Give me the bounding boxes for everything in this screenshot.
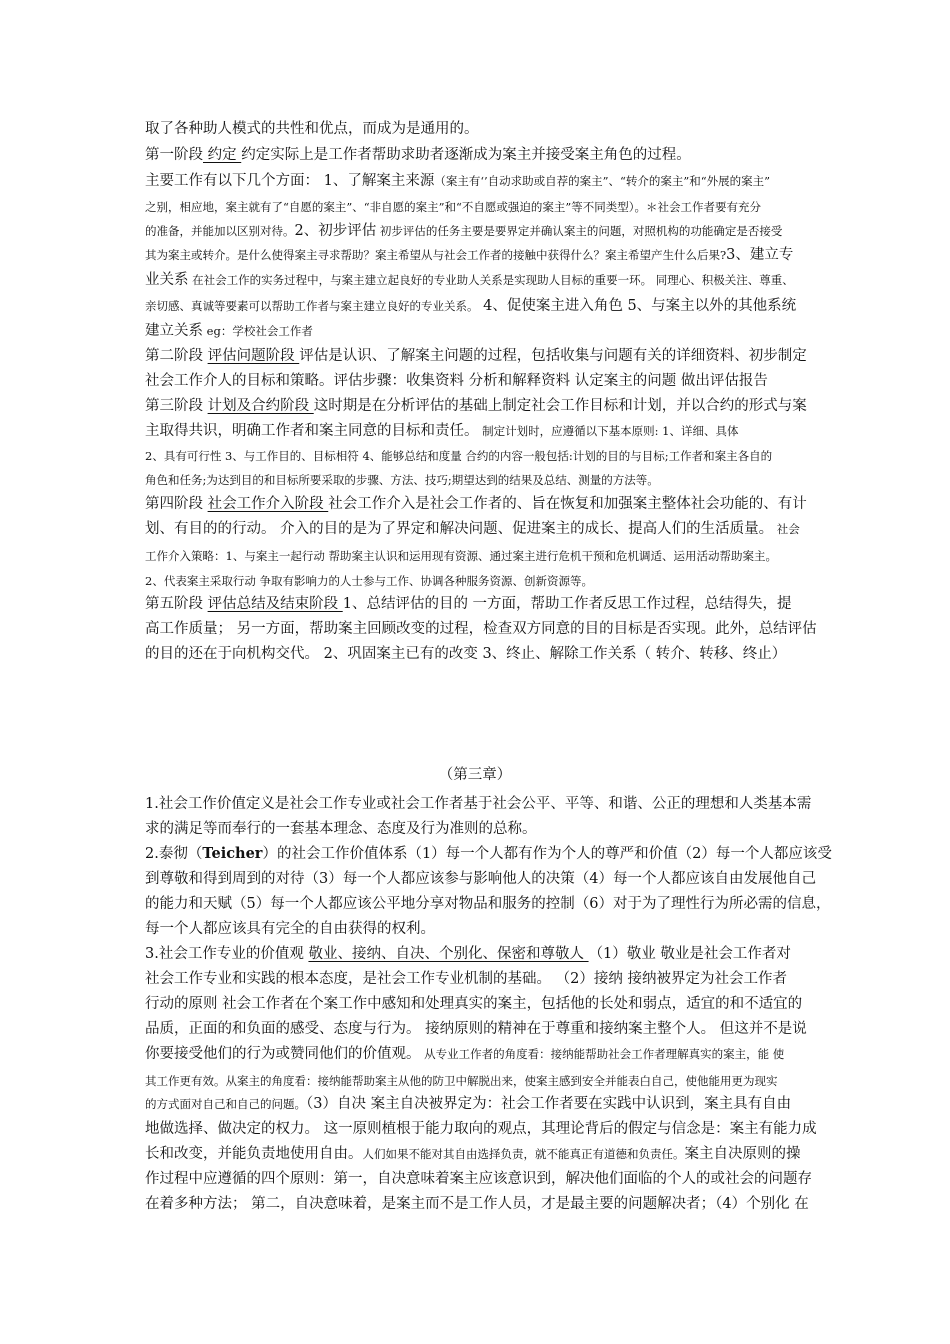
text-line: 主要工作有以下几个方面： 1、了解案主来源（案主有‘’自动求助或自荐的案主”、“转介的案主”和“外展的案主” (145, 173, 771, 189)
text-line: 工作介入策略：1、与案主一起行动 帮助案主认识和运用现有资源、通过案主进行危机干预和危机调适、运用活动帮助案主。 (145, 549, 777, 563)
text-line: 社会工作专业和实践的根本态度，是社会工作专业机制的基础。 （2）接纳 接纳被界定为社会工作者 (145, 971, 787, 987)
text-line: 主取得共识，明确工作者和案主同意的目标和责任。 制定计划时，应遵循以下基本原则: 1、详细、具体 (145, 423, 739, 439)
text-line: 行动的原则 社会工作者在个案工作中感知和处理真实的案主，包括他的长处和弱点，适宜的和不适宜的 (145, 996, 803, 1012)
text-line: 到尊敬和得到周到的对待（3）每一个人都应该参与影响他人的决策（4）每一个人都应该自由发展他自己 (145, 871, 816, 887)
text-line: 你要接受他们的行为或赞同他们的价值观。 从专业工作者的角度看：接纳能帮助社会工作者理解真实的案主，能 使 (145, 1046, 785, 1062)
text-line: 长和改变，并能负责地使用自由。人们如果不能对其自由选择负责，就不能真正有道德和负责任。案主自决原则的操 (145, 1146, 801, 1162)
stage-two-line: 第二阶段 评估问题阶段 评估是认识、了解案主问题的过程，包括收集与问题有关的详细资料、初步制定 (145, 348, 807, 364)
text-line: 建立关系 eg：学校社会工作者 (145, 323, 313, 339)
text-line: 作过程中应遵循的四个原则：第一，自决意味着案主应该意识到，解决他们面临的个人的或社会的问题存 (145, 1171, 812, 1187)
text-line: 亲切感、真诚等要素可以帮助工作者与案主建立良好的专业关系。 4、促使案主进入角色 5、与案主以外的其他系统 (145, 298, 797, 314)
chapter-title: （第三章） (438, 767, 512, 783)
text-line: 1.社会工作价值定义是社会工作专业或社会工作者基于社会公平、平等、和谐、公正的理想和人类基本需 (145, 796, 812, 812)
stage-one-label: 约定 (203, 147, 242, 163)
text-line: 品质，正面的和负面的感受、态度与行为。 接纳原则的精神在于尊重和接纳案主整个人。 但这并不是说 (145, 1021, 807, 1037)
stage-three-label: 计划及合约阶段 (207, 398, 314, 414)
values-list: 敬业、接纳、自决、个别化、保密和尊敬人 (308, 946, 589, 962)
stage-five-line: 第五阶段 评估总结及结束阶段 1、总结评估的目的 一方面，帮助工作者反思工作过程，总结得失，提 (145, 596, 792, 612)
stage-two-label: 评估问题阶段 (207, 348, 300, 364)
text-line: 的能力和天赋（5）每一个人都应该公平地分享对物品和服务的控制（6）对于为了理性行为所必需的信息， (145, 896, 831, 912)
stage-one-line: 第一阶段 约定 约定实际上是工作者帮助求助者逐渐成为案主并接受案主角色的过程。 (145, 147, 691, 163)
text-line: 取了各种助人模式的共性和优点，而成为是通用的。 (145, 121, 479, 137)
text-line: 的方式面对自己和自己的问题。（3）自决 案主自决被界定为：社会工作者要在实践中认识到，案主具有自由 (145, 1096, 792, 1112)
text-line: 社会工作介人的目标和策略。评估步骤：收集资料 分析和解释资料 认定案主的问题 做出评估报告 (145, 373, 768, 389)
text-line: 角色和任务;为达到目的和目标所要采取的步骤、方法、技巧;期望达到的结果及总结、测量的方法等。 (145, 473, 659, 487)
stage-four-label: 社会工作介入阶段 (207, 496, 329, 512)
text-line: 其为案主或转介。是什么使得案主寻求帮助？案主希望从与社会工作者的接触中获得什么？案主希望产生什么后果?3、建立专 (145, 247, 794, 263)
text-line: 业关系 在社会工作的实务过程中，与案主建立起良好的专业助人关系是实现助人目标的重要一环。 同理心、积极关注、尊重、 (145, 272, 794, 288)
text-line: 地做选择、做决定的权力。 这一原则植根于能力取向的观点，其理论背后的假定与信念是：案主有能力成 (145, 1121, 817, 1137)
text-line: 2、具有可行性 3、与工作目的、目标相符 4、能够总结和度量 合约的内容一般包括:计划的目的与目标;工作者和案主各自的 (145, 449, 773, 463)
text-line: 的准备，并能加以区别对待。2、初步评估 初步评估的任务主要是要界定并确认案主的问题，对照机构的功能确定是否接受 (145, 223, 783, 239)
text-line: 的目的还在于向机构交代。 2、巩固案主已有的改变 3、终止、解除工作关系（ 转介、转移、终止） (145, 646, 787, 662)
text-line: 之别，相应地，案主就有了“自愿的案主”、“非自愿的案主”和“不自愿或强迫的案主”等不同类型）。＊社会工作者要有充分 (145, 200, 762, 214)
stage-five-label: 评估总结及结束阶段 (207, 596, 343, 612)
text-line: 高工作质量； 另一方面，帮助案主回顾改变的过程，检查双方同意的目的目标是否实现。此外，总结评估 (145, 621, 817, 637)
values-line: 3.社会工作专业的价值观 敬业、接纳、自决、个别化、保密和尊敬人 （1）敬业 敬业是社会工作者对 (145, 946, 791, 962)
text-line: 2、代表案主采取行动 争取有影响力的人士参与工作、协调各种服务资源、创新资源等。 (145, 574, 593, 588)
text-line: 求的满足等而奉行的一套基本理念、态度及行为准则的总称。 (145, 821, 537, 837)
text-line: 其工作更有效。从案主的角度看：接纳能帮助案主从他的防卫中解脱出来，使案主感到安全并能表白自己，使他能用更为现实 (145, 1074, 778, 1088)
stage-four-line: 第四阶段 社会工作介入阶段 社会工作介入是社会工作者的、旨在恢复和加强案主整体社会功能的、有计 (145, 496, 807, 512)
stage-three-line: 第三阶段 计划及合约阶段 这时期是在分析评估的基础上制定社会工作目标和计划，并以合约的形式与案 (145, 398, 807, 414)
text-line: 每一个人都应该具有完全的自由获得的权利。 (145, 921, 435, 937)
text-line: 划、有目的的行动。 介入的目的是为了界定和解决问题、促进案主的成长、提高人们的生活质量。 社会 (145, 521, 800, 537)
text-line: 2.泰彻（Teicher）的社会工作价值体系（1）每一个人都有作为个人的尊严和价值（2）每一个人都应该受 (145, 845, 832, 862)
text-line: 在着多种方法； 第二，自决意味着，是案主而不是工作人员，才是最主要的问题解决者；（4）个别化 在 (145, 1196, 809, 1212)
